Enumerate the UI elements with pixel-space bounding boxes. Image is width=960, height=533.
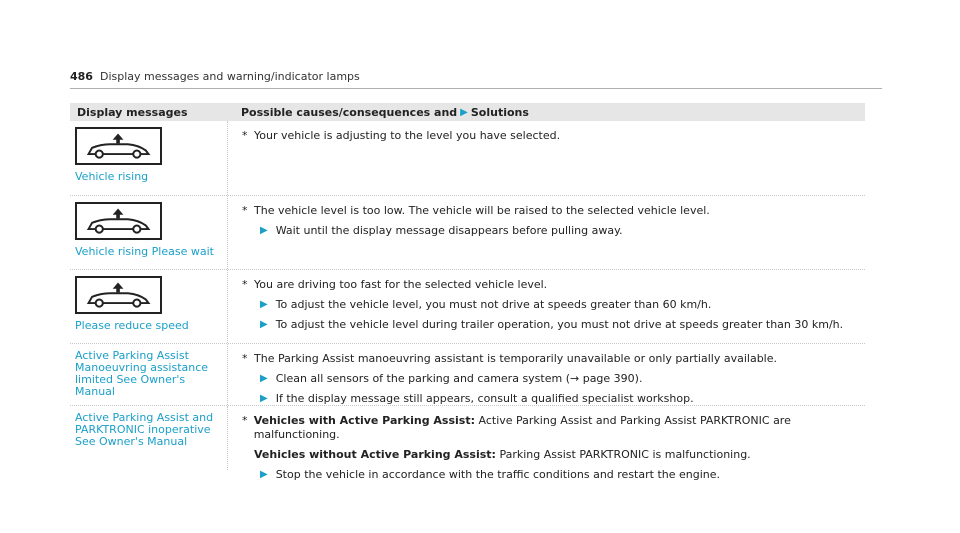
bullet-star: * (242, 204, 248, 217)
solution-text: To adjust the vehicle level during trailer operation, you must not drive at speeds greater than 30 km/h. (275, 318, 844, 331)
cause-cell (228, 270, 865, 343)
message-cell (70, 121, 228, 195)
play-arrow-icon: ▶ (260, 319, 268, 330)
solution-text: Stop the vehicle in accordance with the traffic conditions and restart the engine. (275, 468, 720, 481)
play-arrow-icon: ▶ (260, 373, 268, 384)
solution-step (260, 468, 865, 482)
solution-text: Clean all sensors of the parking and camera system (→ page 390). (275, 372, 643, 385)
cause-text: The vehicle level is too low. The vehicle will be raised to the selected vehicle level. (254, 204, 710, 217)
solution-step (260, 298, 865, 312)
solution-step (260, 372, 865, 386)
vehicle-level-rising-icon (75, 276, 162, 314)
play-arrow-icon: ▶ (260, 299, 268, 310)
cause-text: Active Parking Assist and Parking Assist PARKTRONIC are malfunctioning. (253, 414, 791, 441)
display-message-text: Active Parking Assist Manoeuvring assistance limited See Owner's Manual (75, 349, 209, 398)
table-row (70, 121, 865, 196)
message-cell (70, 344, 228, 405)
bullet-star: * (242, 278, 248, 291)
table-row (70, 344, 865, 406)
display-message-text: Vehicle rising (75, 170, 149, 183)
message-cell (70, 196, 228, 269)
play-arrow-icon: ▶ (460, 106, 468, 118)
play-arrow-icon: ▶ (260, 393, 268, 404)
table-header (70, 103, 865, 121)
bullet-star: * (242, 352, 248, 365)
solution-text: If the display message still appears, consult a qualified specialist workshop. (275, 392, 694, 405)
table-row (70, 406, 865, 481)
solution-step (260, 392, 865, 406)
cause-cell (228, 344, 865, 405)
cause-text: Parking Assist PARKTRONIC is malfunctioning. (499, 448, 751, 461)
bullet-star: * (242, 414, 248, 427)
message-cell (70, 270, 228, 343)
page-title: Display messages and warning/indicator lamps (99, 70, 360, 83)
table-row (70, 196, 865, 270)
play-arrow-icon: ▶ (260, 469, 268, 480)
col-header-causes-label: Possible causes/consequences and (241, 105, 458, 119)
vehicle-level-rising-icon (75, 202, 162, 240)
cause-text: You are driving too fast for the selected vehicle level. (254, 278, 548, 291)
col-header-display-messages: Display messages (77, 105, 188, 119)
display-message-text: Active Parking Assist and PARKTRONIC inoperative See Owner's Manual (75, 411, 214, 448)
cause-cell (228, 406, 865, 481)
solution-step (260, 318, 865, 332)
messages-table (70, 103, 865, 481)
message-cell (70, 406, 228, 470)
display-message-text: Please reduce speed (75, 319, 189, 332)
page-number: 486 (70, 70, 93, 83)
col-header-causes (235, 106, 865, 119)
cause-text: Your vehicle is adjusting to the level you have selected. (254, 129, 561, 142)
cause-bold-label: Vehicles without Active Parking Assist: (254, 448, 496, 461)
play-arrow-icon: ▶ (260, 225, 268, 236)
table-row (70, 270, 865, 344)
cause-cell (228, 196, 865, 269)
solution-step (260, 224, 865, 238)
col-header-solutions-label: Solutions (470, 105, 529, 119)
page-header (70, 70, 882, 89)
display-message-text: Vehicle rising Please wait (75, 245, 214, 258)
bullet-star: * (242, 129, 248, 142)
cause-text: The Parking Assist manoeuvring assistant is temporarily unavailable or only partially available. (254, 352, 777, 365)
cause-cell (228, 121, 865, 195)
vehicle-level-rising-icon (75, 127, 162, 165)
cause-bold-label: Vehicles with Active Parking Assist: (253, 414, 475, 427)
solution-text: To adjust the vehicle level, you must not drive at speeds greater than 60 km/h. (275, 298, 712, 311)
solution-text: Wait until the display message disappears before pulling away. (275, 224, 623, 237)
